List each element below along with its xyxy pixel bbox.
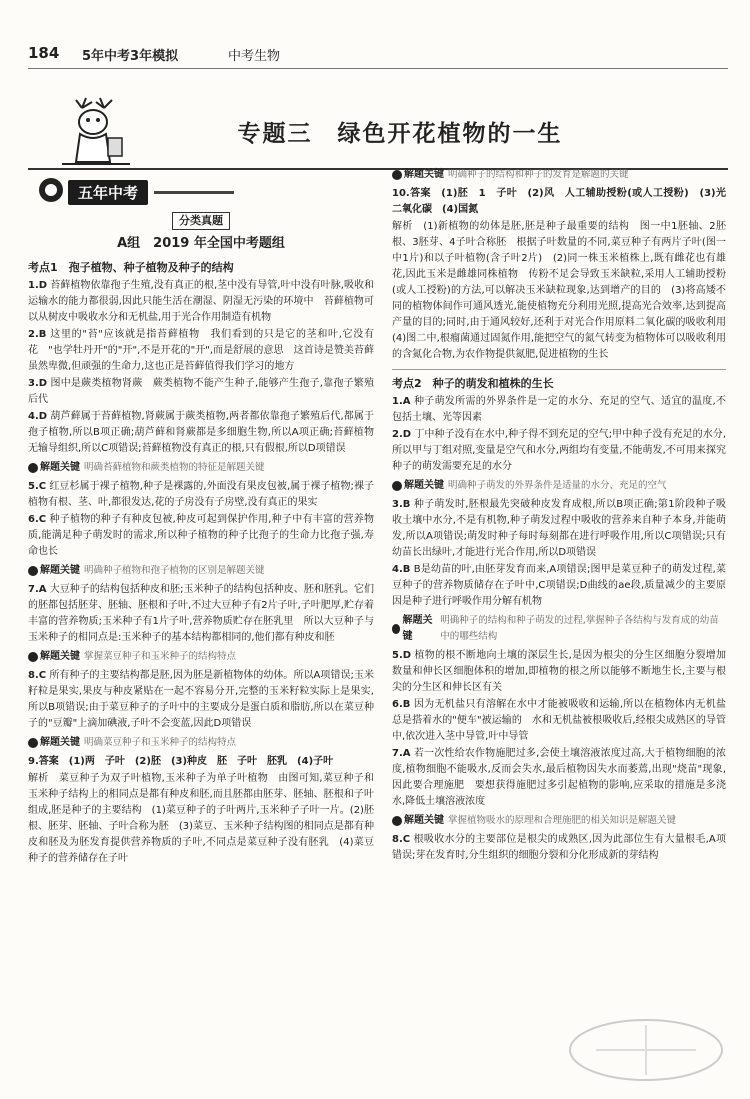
key-note: 解题关键 明确种子植物和孢子植物的区别是解题关键 [28, 563, 374, 579]
right-column [392, 164, 736, 1092]
book-title: 5年中考3年模拟 [82, 49, 179, 64]
section-banner [36, 176, 236, 204]
key-note: 解题关键 明确菜豆种子和玉米种子的结构特点 [28, 735, 374, 751]
badge-icon [36, 176, 66, 204]
key-icon [392, 816, 402, 826]
key-icon [392, 481, 402, 491]
key-icon [28, 566, 38, 576]
group-heading: A组 2019 年全国中考题组 [117, 236, 285, 251]
answer-4: 4.D 葫芦藓属于苔藓植物,肾蕨属于蕨类植物,两者都依靠孢子繁殖后代,都属于孢子植物,所以B项正确;葫芦藓和肾蕨都是多细胞生物,所以A项正确;苔藓植物无输导组织,所以C项错误;苔藓植物没有真正的根,只有假根,所以D项错误 [28, 411, 374, 454]
answer-r8: 8.C 根吸收水分的主要部位是根尖的成熟区,因为此部位生有大量根毛,A项错误;芽在发育时,分生组织的细胞分裂和分化形成新的芽结构 [392, 834, 727, 861]
page-number: 184 [28, 44, 60, 62]
answer-7: 7.A 大豆种子的结构包括种皮和胚;玉米种子的结构包括种皮、胚和胚乳。它们的胚都包括胚芽、胚轴、胚根和子叶,不过大豆种子有2片子叶,子叶肥厚,贮存着丰富的营养物质;玉米种子有1片子叶,营养物质贮存在胚乳里 所以大豆种子与玉米种子的相同点是:玉米种子的基本结构都相同的,他们都有种皮和胚 [28, 584, 374, 643]
answer-1: 1.D 苔藓植物依靠孢子生殖,没有真正的根,茎中没有导管,叶中没有叶脉,吸收和运输水的能力都很弱,因此只能生活在潮湿、阴湿无污染的环境中 苔藓植物可以从树皮中吸收水分和无机盐,用于光合作用制造有机物 [28, 280, 374, 323]
key-icon [392, 170, 402, 180]
answer-r6: 6.B 因为无机盐只有溶解在水中才能被吸收和运输,所以在植物体内无机盐总是搭着水的"便车"被运输的 水和无机盐被根吸收后,经根尖成熟区的导管中,依次进入茎中导管,叶中导管 [392, 699, 726, 742]
answer-r2: 2.D 丁中种子没有在水中,种子得不到充足的空气;甲中种子没有充足的水分,所以甲与丁组对照,变量是空气和水分,两组均有变量,不能萌发,不可用来探究种子的萌发需要充足的水分 [392, 429, 726, 472]
page-header [28, 44, 728, 66]
section-tag: 分类真题 [172, 212, 230, 230]
kp2-heading: 考点2 种子的萌发和植株的生长 [392, 377, 554, 390]
header-rule [28, 68, 728, 69]
key-note: 解题关键 掌握植物吸水的原理和合理施肥的相关知识是解题关键 [392, 813, 726, 829]
banner-label: 五年中考 [68, 180, 148, 205]
page-title: 专题三 绿色开花植物的一生 [237, 121, 563, 147]
answer-3: 3.D 图中是蕨类植物肾蕨 蕨类植物不能产生种子,能够产生孢子,靠孢子繁殖后代 [28, 378, 374, 405]
answer-5: 5.C 红豆杉属于裸子植物,种子是裸露的,外面没有果皮包被,属于裸子植物;裸子植物有根、茎、叶,都很发达,花的子房没有子房壁,没有真正的果实 [28, 481, 374, 508]
answer-6: 6.C 种子植物的种子有种皮包被,种皮可起到保护作用,种子中有丰富的营养物质,能满足种子萌发时的需求,所以种子植物的种子比孢子的生命力比孢子强,寿命也长 [28, 514, 374, 557]
answer-2: 2.B 这里的"苔"应该就是指苔藓植物 我们看到的只是它的茎和叶,它没有花 "也学牡丹开"的"开",不是开花的"开",而是舒展的意思 这首诗是赞美苔藓虽然卑微,但顽强的生命力,这也正是苔藓值得我们学习的地方 [28, 329, 374, 372]
key-icon [28, 738, 38, 748]
deer-mascot-icon [52, 98, 138, 168]
answer-r3: 3.B 种子萌发时,胚根最先突破种皮发育成根,所以B项正确;第1阶段种子吸收土壤中水分,不是有机物,种子萌发过程中吸收的营养来自种子本身,并能萌发,所以A项错误;萌发时种子每时每刻都在进行呼吸作用,所以C项错误;只有幼苗长出绿叶,才能进行光合作用,所以D项错误 [392, 499, 726, 558]
key-note: 解题关键 明确苔藓植物和蕨类植物的特征是解题关键 [28, 460, 374, 476]
answer-r4: 4.B B是幼苗的叶,由胚芽发育而来,A项错误;图甲是菜豆种子的萌发过程,菜豆种子的营养物质储存在子叶中,C项错误;D曲线的ae段,质量减少的主要原因是种子进行呼吸作用分解有机物 [392, 564, 726, 607]
answer-10: 10.答案 (1)胚 1 子叶 (2)风 人工辅助授粉(或人工授粉) (3)光 二氧化碳 (4)国氮 [392, 188, 736, 215]
answer-r1: 1.A 种子萌发所需的外界条件是一定的水分、充足的空气、适宜的温度,不包括土壤、光等因素 [392, 396, 726, 423]
analysis-9: 解析 菜豆种子为双子叶植物,玉米种子为单子叶植物 由图可知,菜豆种子和玉米种子结构上的相同点是都有种皮和胚,而且胚都由胚芽、胚轴、胚根和子叶组成,胚是种子的主要结构 (1)菜豆种子的子叶两片,玉米种子子叶一片。(2)胚根、胚芽、胚轴、子叶合称为胚 (3)菜豆、玉米种子结构图的相同点是都有种皮和胚及为胚发育提供营养物质的子叶,不同点是菜豆种子没有胚乳 (4)菜豆种子的营养储存在子叶 [28, 773, 374, 864]
subject-label: 中考生物 [228, 49, 281, 64]
answer-8: 8.C 所有种子的主要结构都是胚,因为胚是新植物体的幼体。所以A项错误;玉米籽粒是果实,果皮与种皮紧贴在一起不容易分开,完整的玉米籽粒实际上是果实,所以B项错误;由于菜豆种子的子叶中的主要成分是蛋白质和脂肪,所以在菜豆种子的"豆瓣"上滴加碘液,子叶不会变蓝,因此D项错误 [28, 670, 374, 729]
key-icon [28, 463, 38, 473]
key-icon [392, 624, 400, 634]
banner-line [154, 191, 234, 194]
key-note: 解题关键 明确种子的结构和种子萌发的过程,掌握种子各结构与发育成的幼苗中的哪些结构 [392, 613, 726, 645]
watermark-logo-icon [566, 1015, 726, 1085]
kp1-heading: 考点1 孢子植物、种子植物及种子的结构 [28, 261, 234, 274]
key-note: 解题关键 掌握菜豆种子和玉米种子的结构特点 [28, 649, 374, 665]
left-column [28, 212, 374, 1092]
answer-r5: 5.D 植物的根不断地向土壤的深层生长,是因为根尖的分生区细胞分裂增加数量和伸长区细胞体积的增加,即植物的根之所以能够不断地生长,主要与根尖的分生区和伸长区有关 [392, 650, 726, 693]
key-icon [28, 652, 38, 662]
analysis-10: 解析 (1)新植物的幼体是胚,胚是种子最重要的结构 图一中1胚轴、2胚根、3胚芽、4子叶合称胚 根据子叶数量的不同,菜豆种子有两片子叶(图一中1片)和以子叶植物(含子叶2片) (2)同一株玉米植株上,既有雌花也有雄花,因此玉米是雌雄同株植物 传粉不足会导致玉米缺粒,采用人工辅助授粉(或人工授粉)的方法,可以解决玉米缺粒现象,达到增产的目的 (3)将高矮不同的植物体间作可通风透光,能使植物充分利用光照,提高光合效率,达到提高产量的目的;同时,由于通风较好,还利于对光合作用原料二氧化碳的吸收利用 (4)图二中,根瘤菌通过固氮作用,能把空气的氮气转变为植物体可以吸收利用的含氮化合物,为农作物提供氮肥,促进植物的生长 [392, 221, 736, 360]
key-note: 解题关键 明确种子萌发的外界条件是适量的水分、充足的空气 [392, 478, 726, 494]
answer-9: 9.答案 (1)两 子叶 (2)胚 (3)种皮 胚 子叶 胚乳 (4)子叶 [28, 756, 334, 767]
key-note: 解题关键 明确种子的结构和种子的发育是解题的关键 [392, 167, 726, 183]
divider [392, 369, 726, 370]
answer-r7: 7.A 若一次性给农作物施肥过多,会使土壤溶液浓度过高,大于植物细胞的浓度,植物细胞不能吸水,反而会失水,最后植物因失水而萎蔫,出现"烧苗"现象,因此要合理施肥 要想获得施肥过多引起植物的影响,应采取的措施是多浇水,降低土壤溶液浓度 [392, 748, 726, 807]
